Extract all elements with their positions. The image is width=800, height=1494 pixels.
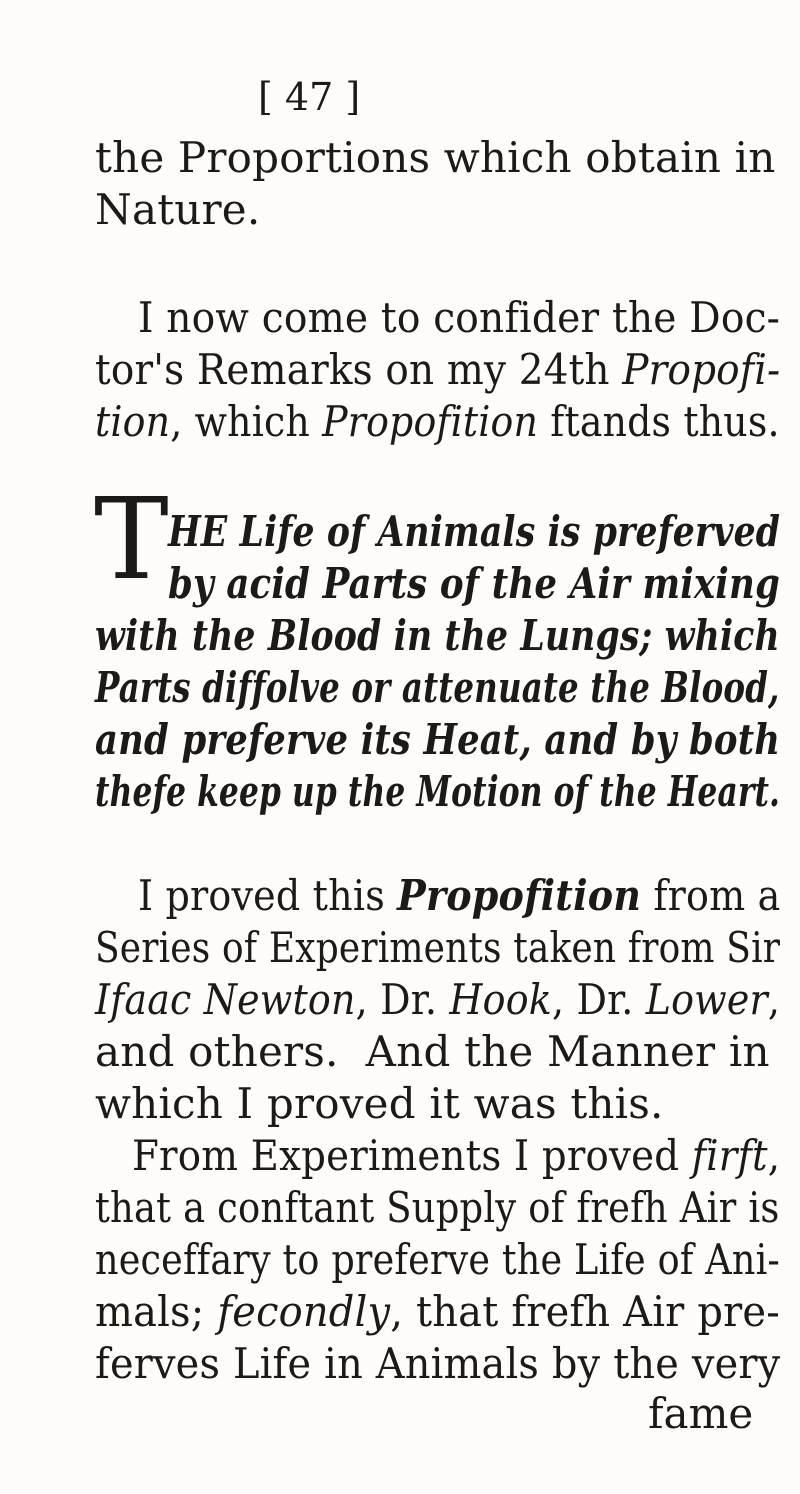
p3-line1 — [138, 870, 781, 922]
p3-line4: and others. And the Manner in — [95, 1027, 770, 1076]
p3-line3-sep1: , Dr. — [355, 975, 450, 1024]
p4-line5: ferves Life in Animals by the very — [95, 1339, 781, 1388]
catchword: fame — [648, 1389, 754, 1438]
p2-line2-italic: Propofi- — [622, 345, 781, 394]
p4-line1 — [132, 1130, 780, 1182]
p2-line2-text: tor's Remarks on my 24th — [95, 345, 623, 394]
p3-line5: which I proved it was this. — [95, 1079, 664, 1128]
p2-line1: I now come to confider the Doc- — [138, 293, 781, 342]
quote-line5: and preferve its Heat, and by both — [95, 715, 781, 764]
p4-line1-text-a: From Experiments I proved — [132, 1131, 692, 1180]
quote-line6: thefe keep up the Motion of the Heart. — [95, 767, 781, 816]
p4-line4-italic: fecondly — [217, 1287, 391, 1336]
drop-cap: T — [94, 475, 169, 605]
p1-line1: the Proportions which obtain in — [95, 133, 776, 182]
quote-line3: with the Blood in the Lungs; which — [95, 611, 780, 660]
quote-line4: Parts diffolve or attenuate the Blood, — [95, 663, 780, 712]
p3-line3-sep2: , Dr. — [551, 975, 646, 1024]
p3-line3-newton: Ifaac Newton — [95, 975, 356, 1024]
p4-line1-italic: firft — [691, 1131, 768, 1180]
p3-line3-comma: , — [767, 975, 781, 1024]
p4-line4-text-a: mals; — [95, 1287, 218, 1336]
p3-line3-hook: Hook — [449, 975, 552, 1024]
p2-line3-italic-a: tion — [95, 397, 171, 446]
p4-line2: that a conftant Supply of frefh Air is — [95, 1183, 780, 1232]
p3-line3 — [95, 974, 780, 1026]
quote-line1: HE Life of Animals is preferved — [168, 507, 781, 556]
p3-line1-italic: Propofition — [397, 871, 642, 920]
p3-line1-text-c: from a — [641, 871, 781, 920]
p4-line3: neceffary to preferve the Life of Ani- — [95, 1235, 780, 1284]
p4-line1-text-c: , — [767, 1131, 781, 1180]
p4-line4 — [95, 1286, 780, 1338]
quote-line2: by acid Parts of the Air mixing — [168, 559, 780, 608]
page-number-header: [ 47 ] — [258, 75, 361, 119]
p1-line2: Nature. — [95, 185, 261, 234]
p4-line4-text-c: , that frefh Air pre- — [390, 1287, 780, 1336]
p3-line3-lower: Lower — [645, 975, 768, 1024]
p2-line2 — [95, 344, 780, 396]
p2-line3-text-d: ftands thus. — [538, 397, 780, 446]
p2-line3-italic-c: Propofition — [322, 397, 539, 446]
p3-line2: Series of Experiments taken from Sir — [95, 923, 781, 972]
p2-line3 — [95, 396, 780, 448]
p3-line1-text-a: I proved this — [138, 871, 398, 920]
p2-line3-text-b: , which — [170, 397, 323, 446]
